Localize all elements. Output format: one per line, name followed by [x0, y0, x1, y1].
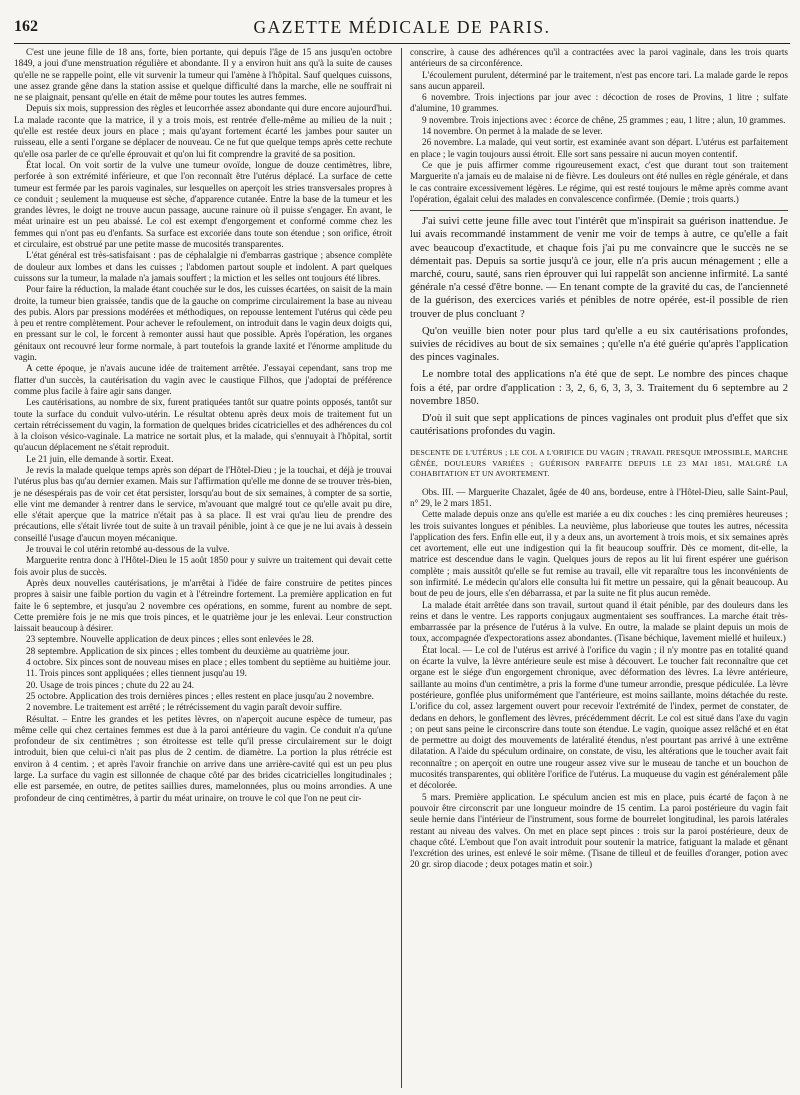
paragraph: 2 novembre. Le traitement est arrêté ; le rétrécissement du vagin paraît devoir suffire.	[26, 703, 342, 714]
left-column	[14, 48, 392, 805]
paragraph: 20. Usage de trois pinces ; chute du 22 au 24.	[26, 680, 195, 691]
paragraph: 23 septembre. Nouvelle application de deux pinces ; elles sont enlevées le 28.	[26, 635, 314, 646]
paragraph: 4 octobre. Six pinces sont de nouveau mises en place ; elles tombent du septième au huitième jour.	[26, 658, 391, 669]
paragraph: Marguerite rentra donc à l'Hôtel-Dieu le 15 août 1850 pour y suivre un traitement qui devait cette fois avoir plus de succès.	[14, 556, 392, 578]
commentary-paragraph: Le nombre total des applications n'a été que de sept. Le nombre des pinces chaque fois a été, par ordre d'application : 3, 2, 6, 6, 3, 3, 3. Traitement du 6 septembre au 2 novembre 1850.	[410, 369, 788, 407]
paragraph: C'est une jeune fille de 18 ans, forte, bien portante, qui depuis l'âge de 15 ans jusqu'en octobre 1849, a joui d'une menstruation régulière et abondante. Il y a environ huit ans qu'à la suite de causes qu'elle ne se rappelle point, elle vit survenir la tumeur qui l'amène à l'hôpital. Sauf quelques cuissons, une assez grande gêne dans la station assise et quelque difficulté dans la marche, elle ne souffrait ni ne se plaignait, pensant qu'elle en était de même pour toutes les autres femmes.	[14, 48, 392, 104]
paragraph: Ce que je puis affirmer comme rigoureusement exact, c'est que durant tout son traitement Marguerite n'a jamais eu de malaise ni de fièvre. Les douleurs ont été nulles en règle générale, et dans le cas contraire excessivement légères. Le régime, qui est resté toujours le même après comme avant l'opération, égalait celui des malades en convalescence confirmée. (Demie ; trois quarts.)	[410, 160, 788, 205]
paragraph: 26 novembre. La malade, qui veut sortir, est examinée avant son départ. L'utérus est parfaitement en place ; le vagin toujours aussi étroit. Elle sort sans pessaire ni aucun moyen contentif.	[410, 138, 788, 160]
column-divider	[401, 48, 402, 1088]
section-rule	[410, 210, 788, 211]
paragraph: Après deux nouvelles cautérisations, je m'arrêtai à l'idée de faire construire de petites pinces propres à saisir une faible portion du vagin et à l'étreindre fortement. La première application en fut faite le 6 septembre, et jusqu'au 2 novembre ces opérations, en somme, furent au nombre de sept. Cette première fois je ne mis que trois pinces, et le quatrième jour je les enlevai. Leur construction laissait beaucoup à désirer.	[14, 578, 392, 635]
paragraph: Pour faire la réduction, la malade étant couchée sur le dos, les cuisses écartées, on saisit de la main droite, la tumeur bien graissée, tandis que de la gauche on comprime circulairement la base au niveau des pubis. Alors par pressions modérées et méthodiques, on repousse lentement l'utérus qui cède peu à peu et rentre complètement. Pour achever le refoulement, on introduit dans le vagin deux doigts qui, en pressant sur le col, le forcent à remonter aussi haut que possible. Après l'opération, les organes génitaux ont recouvré leur forme normale, à part toutefois la grande laxité et l'énorme amplitude du vagin.	[14, 285, 392, 364]
page-header	[14, 16, 790, 42]
paragraph: Les cautérisations, au nombre de six, furent pratiquées tantôt sur quatre points opposés, tantôt sur toute la surface du conduit vulvo-utérin. Le résultat obtenu après deux mois de traitement fut un certain rétrécissement du vagin, la formation de quelques brides cicatricielles et des adhérences du col à la cloison vésico-vaginale. La matrice ne sortait plus, et la malade, qui s'ennuyait à l'hôpital, sortit qu'aucun déplacement ne s'était reproduit.	[14, 398, 392, 454]
paragraph: 5 mars. Première application. Le spéculum ancien est mis en place, puis écarté de façon à ne pouvoir être circonscrit par une longueur moindre de 15 centim. La paroi postérieure du vagin fait seule hernie dans l'intérieur de l'instrument, sous forme de bourrelet longitudinal, les parois latérales restant au niveau des valves. On met en place sept pinces : trois sur la paroi postérieure, deux de chaque côté. L'embout que l'on avait introduit pour soutenir la matrice, fatiguant la malade et gênant l'excrétion des urines, est enlevé le soir même. (Tisane de tilleul et de feuilles d'oranger, potion avec 20 gr. sirop diacode ; deux potages matin et soir.)	[410, 792, 788, 871]
page-number: 162	[14, 18, 38, 35]
paragraph: Depuis six mois, suppression des règles et leucorrhée assez abondante qui dure encore aujourd'hui. La malade raconte que la matrice, il y a trois mois, est rentrée d'elle-même au milieu de la nuit ; qu'elle est restée deux jours en place ; mais qu'ayant fortement écarté les jambes pour sauter un ruisseau, elle a senti l'organe se déplacer de nouveau. Ce ne fut que quelque temps après cette rechute qu'elle osa parler de ce qu'elle éprouvait et qu'on lui fit comprendre la gravité de sa position.	[14, 104, 392, 160]
paragraph: Le 21 juin, elle demande à sortir. Exeat.	[26, 454, 174, 465]
paragraph: L'écoulement purulent, déterminé par le traitement, n'est pas encore tari. La malade garde le repos sans aucun appareil.	[410, 70, 788, 92]
header-rule	[14, 43, 790, 44]
paragraph: 6 novembre. Trois injections par jour avec : décoction de roses de Provins, 1 litre ; sulfate d'alumine, 10 grammes.	[410, 93, 788, 115]
paragraph: 25 octobre. Application des trois dernières pinces ; elles restent en place jusqu'au 2 novembre.	[26, 691, 374, 702]
paragraph: 9 novembre. Trois injections avec : écorce de chêne, 25 grammes ; eau, 1 litre ; alun, 10 grammes.	[422, 115, 786, 126]
paragraph: conscrire, à cause des adhérences qu'il a contractées avec la paroi vaginale, dans les trois quarts antérieurs de sa circonférence.	[410, 48, 788, 70]
paragraph: 14 novembre. On permet à la malade de se lever.	[422, 127, 603, 138]
commentary-paragraph: J'ai suivi cette jeune fille avec tout l'intérêt que m'inspirait sa guérison inattendue. Je lui avais recommandé instamment de venir me voir de temps à autre, ce qu'elle a fait avec beaucoup d'exactitude, et chaque fois j'ai pu me convaincre que le succès ne se démentait pas. Depuis sa sortie jusqu'à ce jour, elle n'a pris aucun ménagement ; elle a marché, couru, sauté, sans rien éprouver qui lui rappelât son ancienne infirmité. La santé générale n'a cessé d'être bonne. — En tenant compte de la gravité du cas, de l'ancienneté de la guérison, des exercices variés et pénibles de notre opérée, est-il possible de rien trouver de plus concluant ?	[410, 216, 788, 320]
commentary-paragraph: Qu'on veuille bien noter pour plus tard qu'elle a eu six cautérisations profondes, suivies de récidives au bout de six semaines ; qu'elle n'a été guérie qu'après l'application des pinces vaginales.	[410, 325, 788, 364]
paragraph: 28 septembre. Application de six pinces ; elles tombent du deuxième au quatrième jour.	[26, 646, 350, 657]
paragraph: Je trouvai le col utérin retombé au-dessous de la vulve.	[26, 545, 230, 556]
paragraph: Cette malade depuis onze ans qu'elle est mariée a eu dix couches : les cinq premières heureuses ; les trois suivantes longues et pénibles. La neuvième, plus laborieuse que toutes les autres, nécessita l'application des fers. Enfin elle eut, il y a deux ans, un avortement à trois mois, et six semaines après cet avortement, elle eut une indigestion qui la fit beaucoup souffrir. Dès ce moment, dit-elle, la matrice est descendue dans le vagin. Quelques jours de repos au lit lui firent espérer une guérison complète ; mais aussitôt qu'elle se fut remise au travail, elle vit reparaître tous les inconvénients de son infirmité. Le médecin qu'alors elle consulta lui fit mettre un pessaire, qui la gênait beaucoup. Au bout de peu de jours, elle s'en débarrassa, et par la suite ne fit plus aucun remède.	[410, 510, 788, 600]
case-summary: DESCENTE DE L'UTÉRUS ; LE COL A L'ORIFICE DU VAGIN ; TRAVAIL PRESQUE IMPOSSIBLE, MARCHE GÊNÉE, DOULEURS VARIÉES ; GUÉRISON PARFAITE DEPUIS LE 23 MAI 1851, MALGRÉ LA COHABITATION ET UN AVORTEMENT.	[410, 448, 788, 479]
paragraph: L'état général est très-satisfaisant : pas de céphalalgie ni d'embarras gastrique ; absence complète de douleur aux lombes et dans les cuisses ; l'abdomen partout souple et indolent. A part quelques cuissons sur la tumeur, la malade n'a jamais souffert ; la miction et les selles ont toujours été libres.	[14, 251, 392, 284]
observation-heading: Obs. III. — Marguerite Chazalet, âgée de 40 ans, bordeuse, entre à l'Hôtel-Dieu, salle Saint-Paul, n° 29, le 2 mars 1851.	[410, 487, 788, 509]
paragraph: A cette époque, je n'avais aucune idée de traitement arrêtée. J'essayai cependant, sans trop me flatter d'un succès, la cautérisation du vagin avec le caustique Filhos, que j'adoptai de préférence comme plus facile à faire agir sans danger.	[14, 364, 392, 397]
paragraph: Résultat. – Entre les grandes et les petites lèvres, on n'aperçoit aucune espèce de tumeur, pas même celle qui chez certaines femmes est due à la paroi antérieure du vagin. Ce conduit n'a qu'une profondeur de six centimètres ; son étroitesse est telle qu'il presse circulairement sur le doigt introduit, bien que celui-ci n'ait pas plus de 2 centim. de diamètre. La portion la plus rétrécie est environ à 4 centim. ; et après l'avoir franchie on arrive dans une arrière-cavité qui est un peu plus large. La surface du vagin est sillonnée de chaque côté par des brides cicatricielles longitudinales ; elle est parsemée, en outre, de petites saillies dures, mamelonnées, plus ou moins arrondies. A une profondeur de cinq centimètres, à partir du méat urinaire, on trouve le col que l'on ne peut cir-	[14, 714, 392, 804]
paragraph: État local. — Le col de l'utérus est arrivé à l'orifice du vagin ; il n'y montre pas en totalité quand on écarte la vulve, la lèvre antérieure seule est mise à découvert. Le toucher fait reconnaître que cet organe est le siége d'un engorgement chronique, avec déformation des lèvres. La lèvre antérieure, saillante au moins d'un centimètre, a pris la forme d'une tumeur arrondie, presque pédiculée. La lèvre postérieure, gonflée plus uniformément que l'antérieure, est moins saillante, moins détachée du reste. L'orifice du col, assez largement ouvert pour recevoir l'extrémité de l'index, permet de constater, de dedans en dehors, le gonflement des lèvres, précédemment décrit. Le col est situé dans l'axe du vagin ; on peut sans peine le circonscrire dans toute son étendue. Le vagin, quoique assez relâché et en état de permettre au doigt des mouvements de latéralité étendus, n'est pourtant pas arrivé à une extrême dilatation. A l'aide du spéculum ordinaire, on constate, de visu, les altérations que le toucher avait fait reconnaître ; on aperçoit en outre une rougeur assez vive sur le museau de tanche et un bouchon de mucosités transparentes, qui oblitère l'orifice de l'utérus. La muqueuse du vagin est généralement pâle et décolorée.	[410, 645, 788, 792]
journal-title: GAZETTE MÉDICALE DE PARIS.	[253, 17, 551, 37]
commentary-paragraph: D'où il suit que sept applications de pinces vaginales ont produit plus d'effet que six cautérisations profondes du vagin.	[410, 413, 788, 438]
paragraph: 11. Trois pinces sont appliquées ; elles tiennent jusqu'au 19.	[26, 669, 247, 680]
paragraph: État local. On voit sortir de la vulve une tumeur ovoïde, longue de douze centimètres, libre, perforée à son extrémité inférieure, et que l'on reconnaît être l'utérus déplacé. La surface de cette tumeur est fermée par les parois vaginales, sur lesquelles on aperçoit les stries transversales propres à ce conduit ; seulement la muqueuse est sèche, d'apparence cutanée. Entre la base de la tumeur et les grandes lèvres, le doigt ne trouve aucun passage, aucune rainure où il puisse s'engager. En avant, le méat urinaire est un peu abaissé. Le col est exempt d'engorgement et conformé comme chez les femmes qui n'ont pas eu d'enfants. Sa surface est excoriée dans toute son étendue ; son orifice, étroit et circulaire, est obstrué par une petite masse de mucosités transparentes.	[14, 160, 392, 251]
right-column	[410, 48, 788, 872]
paragraph: La malade était arrêtée dans son travail, surtout quand il était pénible, par des douleurs dans les reins et dans le ventre. Les rapports conjugaux augmentaient ses souffrances. La marche était très-embarrassée par la présence de l'utérus à la vulve. En outre, la malade se plaint depuis un mois de toux, accompagnée d'expectorations assez abondantes. (Tisane béchique, lavement miellé et huileux.)	[410, 600, 788, 645]
paragraph: Je revis la malade quelque temps après son départ de l'Hôtel-Dieu ; je la touchai, et déjà je trouvai l'utérus plus bas qu'au dernier examen. Mais sur l'affirmation qu'elle me donne de se trouver très-bien, je ne désespérais pas de voir cet état persister, lorsqu'au bout de six semaines, à compter de sa sortie, elle vint me demander à rentrer dans le service, m'avouant que malgré tout ce qu'elle avait pu dire, elle s'était aperçue que la matrice n'était pas à sa place. Il est vrai qu'au lieu de prendre des précautions, elle s'était livrée tout de suite à un travail pénible, joint à ce que je ne lui avais à dessein conseillé l'usage d'aucun moyen mécanique.	[14, 465, 392, 544]
